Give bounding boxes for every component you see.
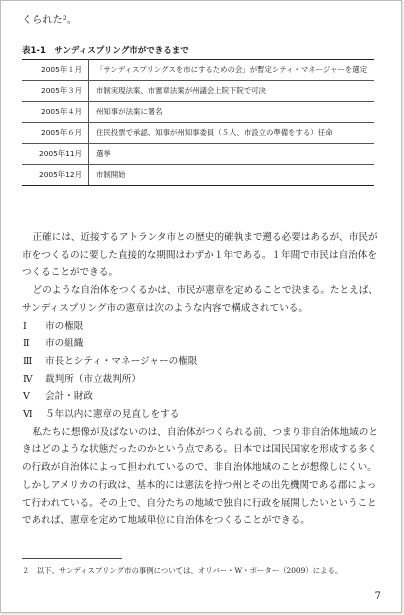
list-item-number: Ⅰ xyxy=(23,320,27,332)
paragraph: 私たちに想像が及ばないのは、自治体がつくられる前、つまり非自治体地域のときはどのような状態だったのかという点である。日本では国民国家を形成する多くの行政が自治体によって担われているので、非自治体地域のことが想像しにくい。しかしアメリカの行政は、基本的には憲法を持つ州とその出先機関である郡によって行われている。その上で、自分たちの地域で独自に行政を展開したいということであれば、憲章を定めて地域単位に自治体をつくることができる。 xyxy=(22,426,378,527)
table-cell-date: 2005年３月 xyxy=(22,81,89,102)
table-cell-event: 住民投票で承認、知事が州知事委員（５人、市設立の準備をする）任命 xyxy=(89,123,375,144)
table-cell-date: 2005年６月 xyxy=(22,123,89,144)
table-row xyxy=(22,123,374,144)
list-item xyxy=(22,318,378,336)
table-cell-event: 市制開始 xyxy=(89,165,375,186)
list-item-number: Ⅴ xyxy=(23,391,30,403)
list-item-text: 市の権限 xyxy=(45,320,84,332)
list-item-text: 市の組織 xyxy=(45,338,84,350)
table-row xyxy=(22,81,374,102)
table-cell-event: 「サンディスプリングスを市にするための会」が暫定シティ・マネージャーを選定 xyxy=(89,60,375,81)
table-cell-date: 2005年12月 xyxy=(22,165,89,186)
timeline-table xyxy=(22,59,374,186)
page-number: 7 xyxy=(374,591,381,602)
paragraph: どのような自治体をつくるかは、市民が憲章を定めることで決まる。たとえば、サンディスプリング市の憲章は次のような内容で構成されている。 xyxy=(22,285,378,314)
table-row xyxy=(22,102,374,123)
table-row xyxy=(22,144,374,165)
list-item-number: Ⅵ xyxy=(23,409,33,421)
table-title: 表1-1 サンディスプリング市ができるまで xyxy=(22,46,189,56)
table-cell-date: 2005年１月 xyxy=(22,60,89,81)
table-row xyxy=(22,60,374,81)
table-cell-event: 州知事が法案に署名 xyxy=(89,102,375,123)
list-item-text: 裁判所（市立裁判所） xyxy=(45,373,141,385)
list-item xyxy=(22,371,378,389)
table-cell-event: 選挙 xyxy=(89,144,375,165)
list-item xyxy=(22,406,378,424)
body-text xyxy=(22,229,378,530)
list-item-number: Ⅲ xyxy=(23,355,33,367)
table-row xyxy=(22,165,374,186)
list-item xyxy=(22,388,378,406)
list-item-number: Ⅳ xyxy=(23,373,33,385)
paragraph: 正確には、近接するアトランタ市との歴史的確執まで遡る必要はあるが、市民が市をつくるのに要した直接的な期間はわずか１年である。１年間で市民は自治体をつくることができる。 xyxy=(22,232,378,279)
footnote: ２ 以下、サンディスプリング市の事例については、オリバー・W・ポーター（2009）による。 xyxy=(22,566,343,575)
table-cell-date: 2005年11月 xyxy=(22,144,89,165)
footnote-divider xyxy=(22,558,122,559)
list-item-text: 市長とシティ・マネージャーの権限 xyxy=(45,355,198,367)
list-item-text: ５年以内に憲章の見直しをする xyxy=(45,409,180,421)
continued-text-line: くられた²。 xyxy=(22,15,78,26)
table-cell-event: 市制実現法案、市憲章法案が州議会上院下院で可決 xyxy=(89,81,375,102)
list-item xyxy=(22,353,378,371)
table-cell-date: 2005年４月 xyxy=(22,102,89,123)
list-item-text: 会計・財政 xyxy=(45,391,93,403)
list-item-number: Ⅱ xyxy=(23,338,30,350)
list-item xyxy=(22,335,378,353)
